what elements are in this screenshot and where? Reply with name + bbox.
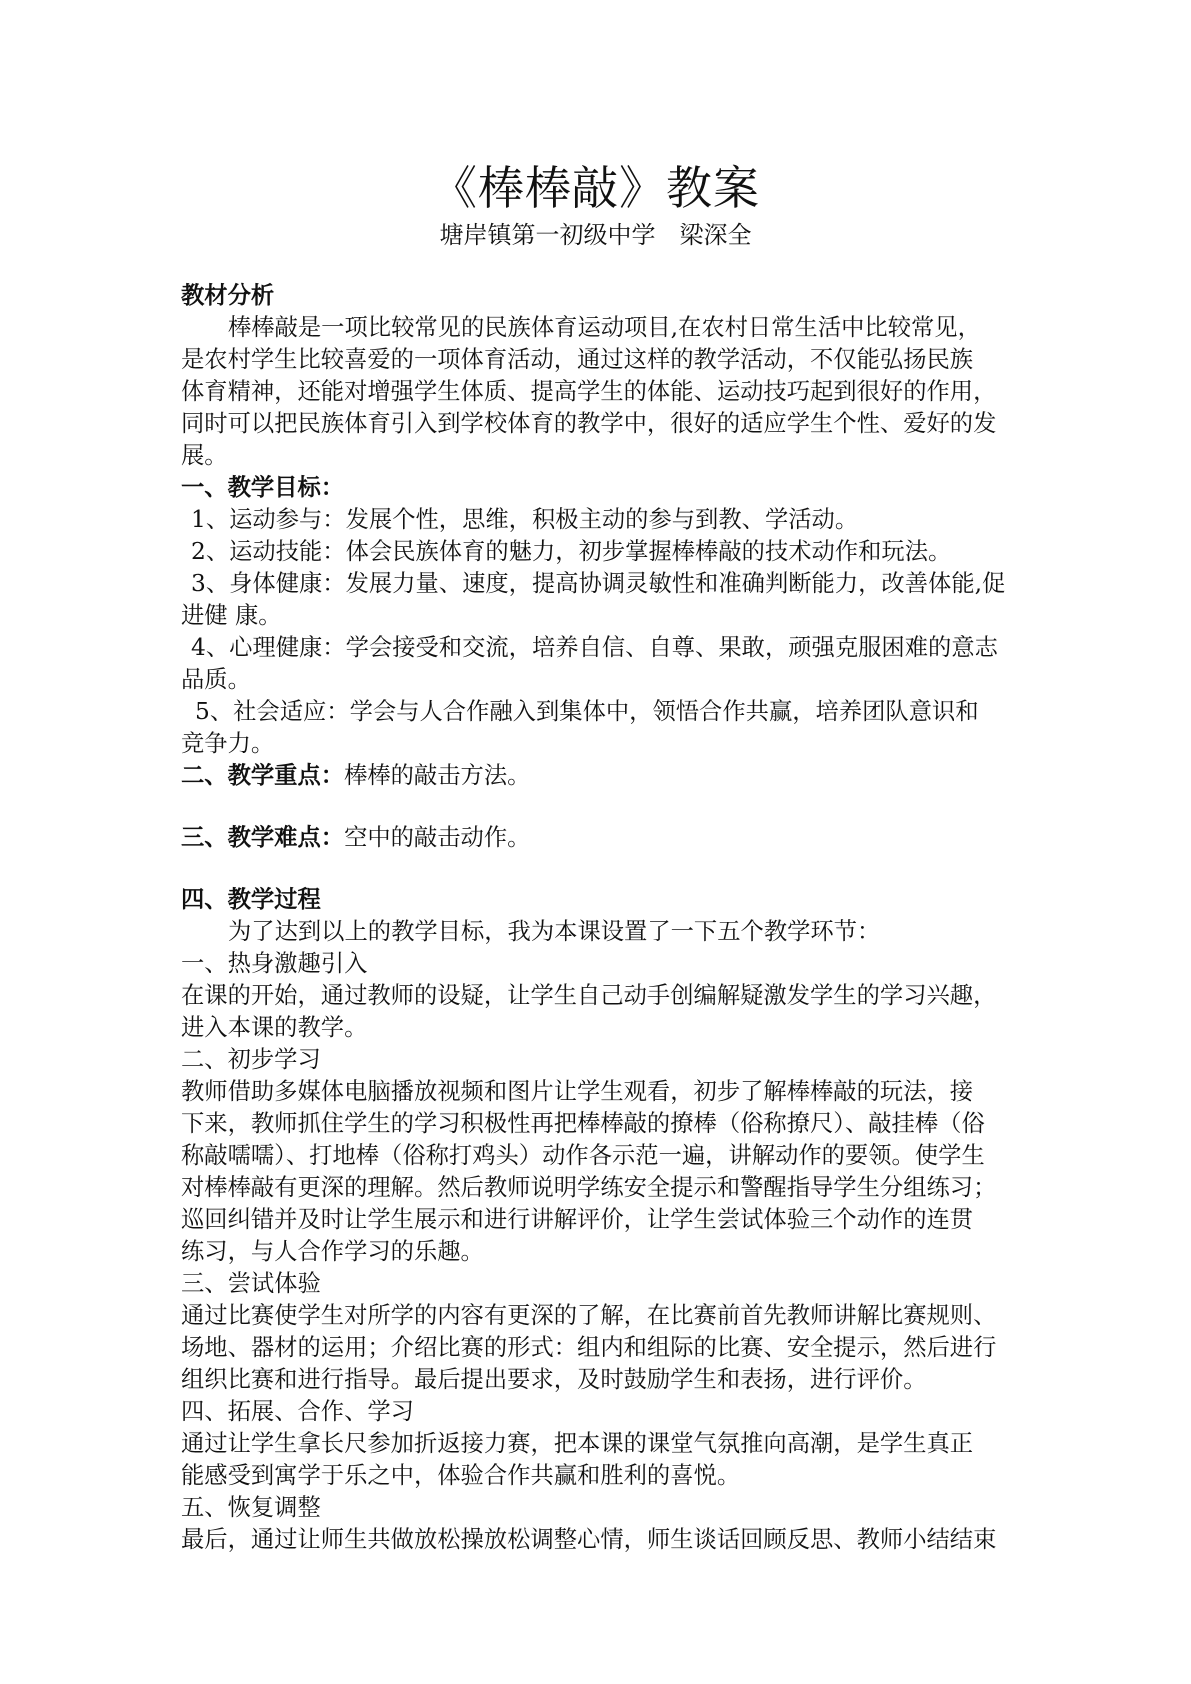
process-step-title: 一、热身激趣引入 bbox=[181, 950, 368, 977]
process-step-line: 巡回纠错并及时让学生展示和进行讲解评价，让学生尝试体验三个动作的连贯 bbox=[181, 1206, 974, 1233]
process-step-title: 三、尝试体验 bbox=[181, 1270, 321, 1297]
paragraph-line: 是农村学生比较喜爱的一项体育活动，通过这样的教学活动，不仅能弘扬民族 bbox=[181, 346, 974, 373]
key-point-label: 二、教学重点： bbox=[181, 762, 345, 789]
author-line: 塘岸镇第一初级中学 梁深全 bbox=[439, 221, 752, 249]
goal-item-continued: 竞争力。 bbox=[181, 730, 275, 757]
difficulty-text: 空中的敲击动作。 bbox=[344, 824, 531, 851]
document-body bbox=[181, 280, 1021, 1556]
goal-item: 3、身体健康：发展力量、速度，提高协调灵敏性和准确判断能力，改善体能,促 bbox=[191, 570, 1006, 597]
spacer bbox=[181, 792, 1021, 822]
process-step-line: 称敲嚅嚅）、打地棒（俗称打鸡头）动作各示范一遍，讲解动作的要领。使学生 bbox=[181, 1142, 985, 1169]
spacer bbox=[181, 854, 1021, 884]
process-intro: 为了达到以上的教学目标，我为本课设置了一下五个教学环节： bbox=[228, 918, 881, 945]
goal-item: 1、运动参与：发展个性，思维，积极主动的参与到教、学活动。 bbox=[191, 506, 859, 533]
section-heading-analysis: 教材分析 bbox=[181, 282, 275, 309]
process-step-line: 最后，通过让师生共做放松操放松调整心情，师生谈话回顾反思、教师小结结束 bbox=[181, 1526, 997, 1553]
goal-item: 5、社会适应：学会与人合作融入到集体中，领悟合作共赢，培养团队意识和 bbox=[195, 698, 979, 725]
process-step-line: 在课的开始，通过教师的设疑，让学生自己动手创编解疑激发学生的学习兴趣， bbox=[181, 982, 997, 1009]
paragraph-line: 同时可以把民族体育引入到学校体育的教学中，很好的适应学生个性、爱好的发 bbox=[181, 410, 997, 437]
key-point-row bbox=[181, 760, 1021, 792]
document-title: 《棒棒敲》教案 bbox=[431, 161, 760, 215]
process-step-title: 五、恢复调整 bbox=[181, 1494, 321, 1521]
paragraph-line: 体育精神，还能对增强学生体质、提高学生的体能、运动技巧起到很好的作用， bbox=[181, 378, 997, 405]
process-step-line: 能感受到寓学于乐之中，体验合作共赢和胜利的喜悦。 bbox=[181, 1462, 741, 1489]
difficulty-row bbox=[181, 822, 1021, 854]
difficulty-label: 三、教学难点： bbox=[181, 824, 345, 851]
process-step-line: 进入本课的教学。 bbox=[181, 1014, 368, 1041]
process-step-title: 二、初步学习 bbox=[181, 1046, 321, 1073]
process-step-line: 通过让学生拿长尺参加折返接力赛，把本课的课堂气氛推向高潮，是学生真正 bbox=[181, 1430, 974, 1457]
process-step-line: 通过比赛使学生对所学的内容有更深的了解，在比赛前首先教师讲解比赛规则、 bbox=[181, 1302, 997, 1329]
paragraph-line: 展。 bbox=[181, 442, 228, 469]
process-step-line: 场地、器材的运用；介绍比赛的形式：组内和组际的比赛、安全提示，然后进行 bbox=[181, 1334, 997, 1361]
process-step-line: 教师借助多媒体电脑播放视频和图片让学生观看，初步了解棒棒敲的玩法，接 bbox=[181, 1078, 974, 1105]
goal-item-continued: 进健 康。 bbox=[181, 602, 282, 629]
key-point-text: 棒棒的敲击方法。 bbox=[344, 762, 531, 789]
process-step-line: 对棒棒敲有更深的理解。然后教师说明学练安全提示和警醒指导学生分组练习； bbox=[181, 1174, 997, 1201]
process-step-title: 四、拓展、合作、学习 bbox=[181, 1398, 414, 1425]
paragraph-line: 棒棒敲是一项比较常见的民族体育运动项目,在农村日常生活中比较常见， bbox=[228, 314, 981, 341]
section-heading-process: 四、教学过程 bbox=[181, 886, 321, 913]
process-step-line: 下来，教师抓住学生的学习积极性再把棒棒敲的撩棒（俗称撩尺）、敲挂棒（俗 bbox=[181, 1110, 985, 1137]
process-step-line: 练习，与人合作学习的乐趣。 bbox=[181, 1238, 484, 1265]
process-step-line: 组织比赛和进行指导。最后提出要求，及时鼓励学生和表扬，进行评价。 bbox=[181, 1366, 927, 1393]
goal-item-continued: 品质。 bbox=[181, 666, 251, 693]
section-heading-goals: 一、教学目标： bbox=[181, 474, 345, 501]
goal-item: 4、心理健康：学会接受和交流，培养自信、自尊、果敢，顽强克服困难的意志 bbox=[191, 634, 998, 661]
goal-item: 2、运动技能：体会民族体育的魅力，初步掌握棒棒敲的技术动作和玩法。 bbox=[191, 538, 952, 565]
